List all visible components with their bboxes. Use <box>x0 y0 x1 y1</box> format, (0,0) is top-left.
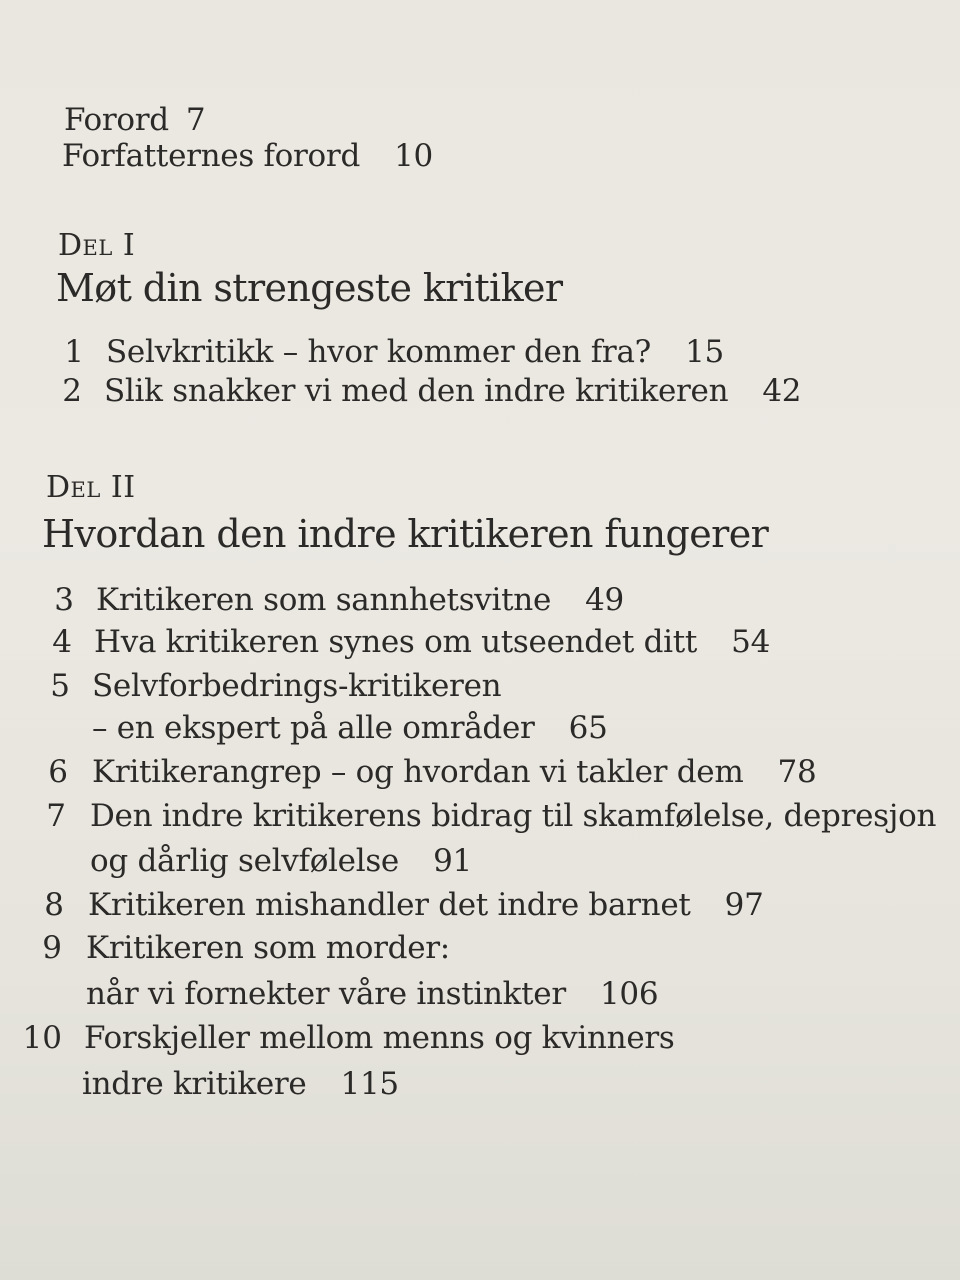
chapter-number: 8 <box>44 887 64 923</box>
chapter-title: Hva kritikeren synes om utseendet ditt 54 <box>94 624 771 660</box>
chapter-title-continued: – en ekspert på alle områder 65 <box>92 710 608 746</box>
chapter-number: 7 <box>46 798 66 834</box>
toc-entry-title: Forord <box>64 102 169 138</box>
chapter-page: 65 <box>568 710 608 746</box>
part-label: Del II <box>46 470 136 505</box>
chapter-title: Kritikeren som sannhetsvitne 49 <box>96 582 624 618</box>
chapter-number: 9 <box>42 930 62 966</box>
toc-entry-page: 7 <box>185 102 206 138</box>
chapter-title: Kritikeren som morder: <box>86 930 450 966</box>
chapter-page: 91 <box>433 843 472 879</box>
part-title: Møt din strengeste kritiker <box>56 266 563 310</box>
chapter-title: Forskjeller mellom menns og kvinners <box>84 1020 675 1056</box>
chapter-number: 4 <box>52 624 72 660</box>
chapter-page: 15 <box>685 334 724 370</box>
toc-entry-title: Forfatternes forord <box>62 138 360 174</box>
chapter-title: Den indre kritikerens bidrag til skamfølelse, depresjon <box>90 798 937 834</box>
chapter-number: 2 <box>62 373 82 409</box>
chapter-page: 115 <box>340 1066 399 1102</box>
toc-entry-forfatternes-forord <box>62 138 433 174</box>
chapter-title: Selvforbedrings-kritikeren <box>92 668 502 704</box>
chapter-page: 54 <box>731 624 771 660</box>
chapter-page: 49 <box>585 582 624 618</box>
chapter-title: Kritikerangrep – og hvordan vi takler dem 78 <box>92 754 817 790</box>
chapter-page: 42 <box>762 373 802 409</box>
chapter-title-continued: når vi fornekter våre instinkter 106 <box>86 976 659 1012</box>
toc-entry-page: 10 <box>394 138 433 174</box>
toc-entry-forord <box>64 102 205 138</box>
chapter-title: Kritikeren mishandler det indre barnet 97 <box>88 887 764 923</box>
chapter-page: 97 <box>724 887 764 923</box>
chapter-page: 78 <box>777 754 817 790</box>
chapter-number: 1 <box>64 334 84 370</box>
chapter-page: 106 <box>599 976 659 1012</box>
chapter-number: 5 <box>50 668 70 704</box>
chapter-number: 3 <box>54 582 74 618</box>
chapter-title: Slik snakker vi med den indre kritikeren 42 <box>104 373 802 409</box>
part-title: Hvordan den indre kritikeren fungerer <box>42 512 769 556</box>
chapter-title-continued: og dårlig selvfølelse 91 <box>90 843 472 879</box>
chapter-title: Selvkritikk – hvor kommer den fra? 15 <box>106 334 724 370</box>
part-label: Del I <box>58 228 136 263</box>
chapter-number: 6 <box>48 754 68 790</box>
chapter-number: 10 <box>22 1020 62 1056</box>
chapter-title-continued: indre kritikere 115 <box>82 1066 399 1102</box>
